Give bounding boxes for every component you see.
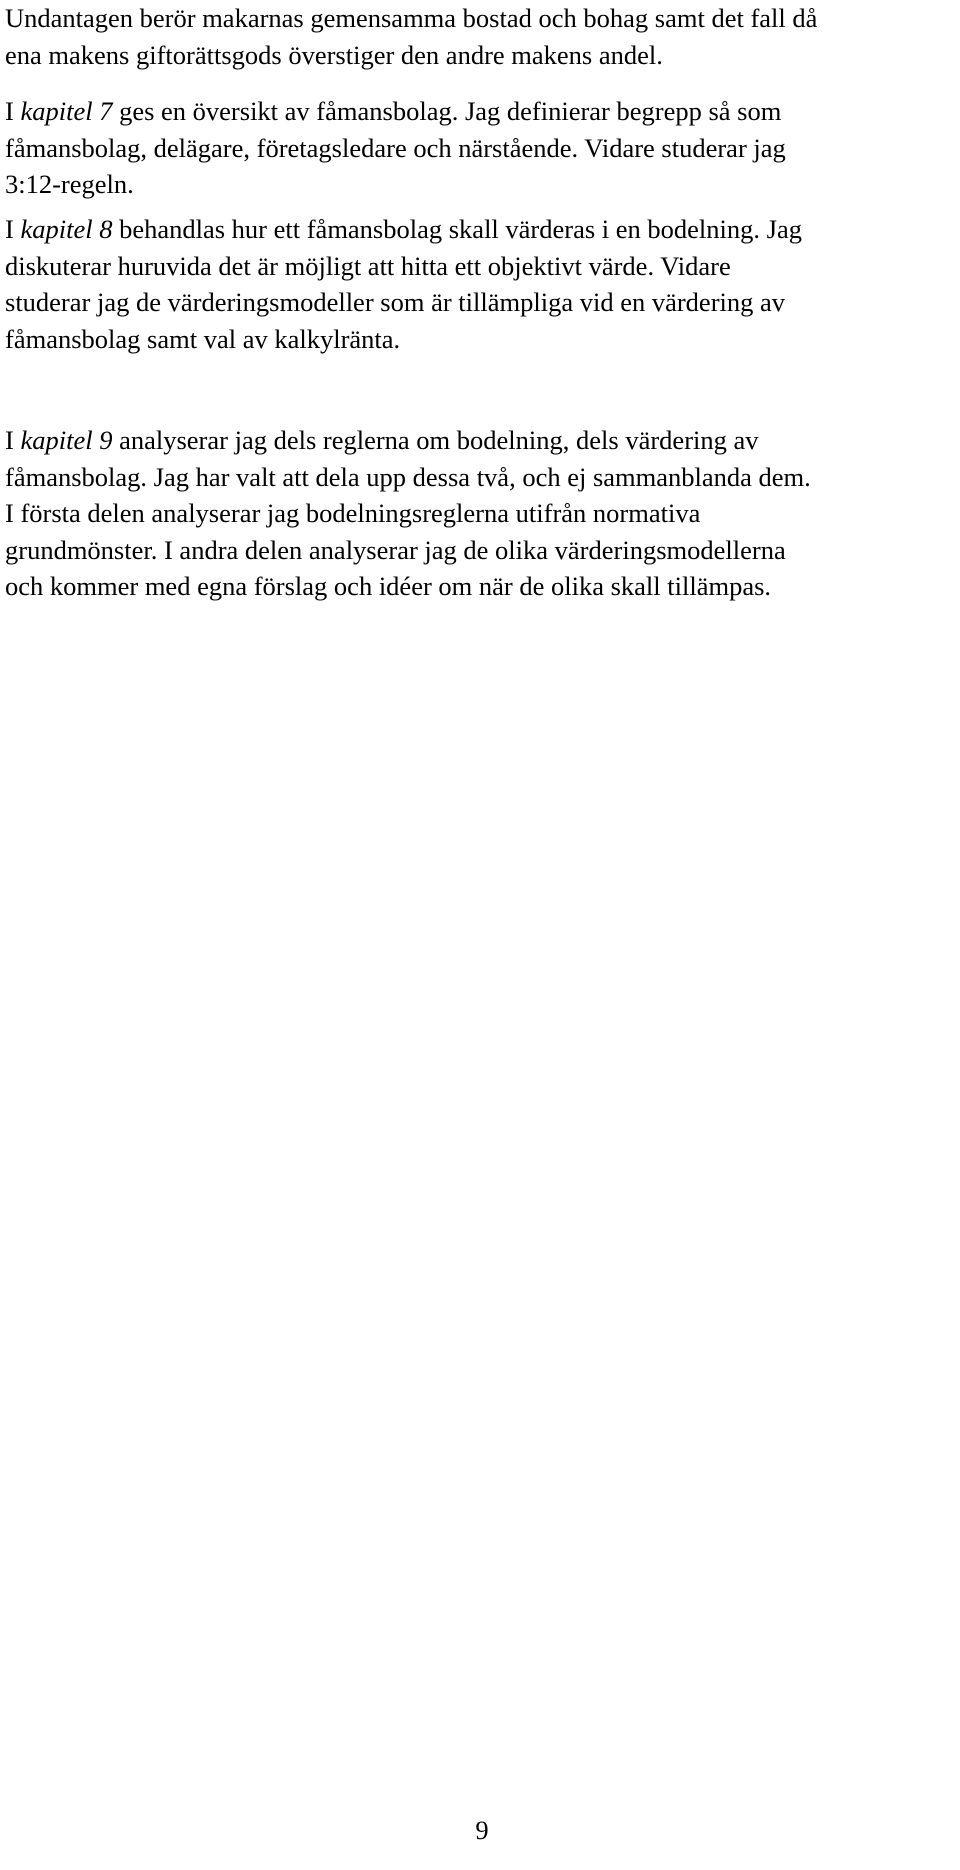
- text-line: [5, 568, 960, 605]
- text-line: [5, 422, 960, 459]
- text-segment: 3:12-regeln.: [5, 169, 134, 199]
- text-segment: ges en översikt av fåmansbolag. Jag definierar begrepp så som: [112, 96, 782, 126]
- text-segment: I: [5, 425, 21, 455]
- text-segment: fåmansbolag. Jag har valt att dela upp dessa två, och ej sammanblanda dem.: [5, 461, 811, 492]
- chapter-reference: kapitel 8: [20, 214, 113, 244]
- text-segment: I: [5, 214, 21, 244]
- text-segment: diskuterar huruvida det är möjligt att hitta ett objektivt värde. Vidare: [5, 250, 731, 281]
- chapter-reference: kapitel 7: [20, 96, 113, 126]
- text-line: [5, 248, 960, 285]
- text-line: [5, 0, 960, 37]
- text-segment: och kommer med egna förslag och idéer om när de olika skall tillämpas.: [5, 571, 772, 601]
- text-segment: fåmansbolag, delägare, företagsledare och närstående. Vidare studerar jag: [5, 132, 786, 163]
- text-segment: analyserar jag dels reglerna om bodelning, dels värdering av: [112, 425, 759, 455]
- paragraph-2: [5, 93, 960, 203]
- text-line: [5, 321, 960, 358]
- paragraph-4: [5, 422, 960, 605]
- text-segment: I: [5, 96, 21, 126]
- text-line: [5, 211, 960, 248]
- text-segment: grundmönster. I andra delen analyserar jag de olika värderingsmodellerna: [5, 534, 786, 565]
- text-segment: I första delen analyserar jag bodelningsreglerna utifrån normativa: [5, 498, 701, 528]
- text-line: [5, 284, 960, 321]
- chapter-reference: kapitel 9: [20, 425, 113, 455]
- text-segment: fåmansbolag samt val av kalkylränta.: [5, 323, 401, 354]
- text-line: [5, 459, 960, 496]
- text-line: [5, 166, 960, 203]
- text-segment: Undantagen berör makarnas gemensamma bostad och bohag samt det fall då: [5, 3, 818, 33]
- page-number: [0, 1812, 960, 1848]
- page-number-text: 9: [475, 1815, 489, 1845]
- text-line: [5, 130, 960, 167]
- text-line: [5, 532, 960, 569]
- text-line: [5, 495, 960, 532]
- text-line: [5, 93, 960, 130]
- text-segment: studerar jag de värderingsmodeller som är tillämpliga vid en värdering av: [5, 287, 786, 317]
- paragraph-3: [5, 211, 960, 357]
- text-line: [5, 37, 960, 74]
- paragraph-1: [5, 0, 960, 73]
- text-segment: behandlas hur ett fåmansbolag skall värderas i en bodelning. Jag: [112, 214, 802, 244]
- text-segment: ena makens giftorättsgods överstiger den andre makens andel.: [5, 39, 663, 70]
